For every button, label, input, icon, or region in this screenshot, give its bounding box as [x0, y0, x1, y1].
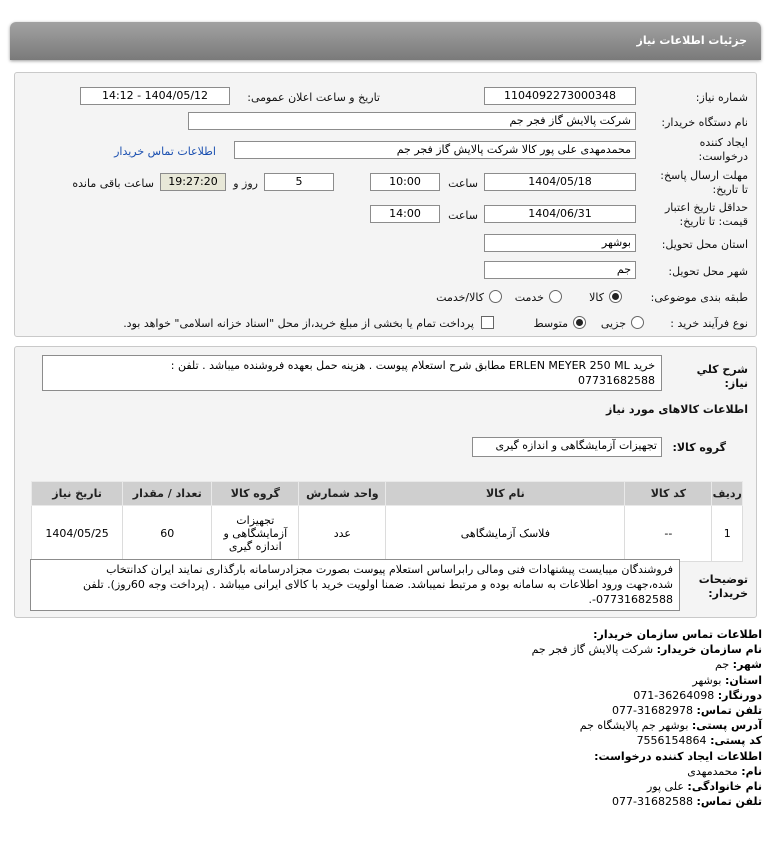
summary-line-2: 07731682588	[578, 374, 655, 387]
buyer-contact-link[interactable]: اطلاعات تماس خریدار	[114, 145, 216, 158]
goods-info-title: اطلاعات کالاهای مورد نیاز	[606, 403, 748, 416]
buyer-org-field: شرکت پالایش گاز فجر جم	[188, 112, 636, 130]
summary-label-2: نیاز:	[724, 377, 748, 390]
validity-label-1: حداقل تاریخ اعتبار	[664, 201, 748, 214]
category-radio-both[interactable]	[489, 290, 502, 303]
validity-label-2: قیمت: تا تاریخ:	[679, 215, 748, 228]
category-option-service: خدمت	[514, 291, 544, 304]
need-number-field: 1104092273000348	[484, 87, 636, 105]
cell-date: 1404/05/25	[32, 506, 123, 562]
phone-value: 31682978-077	[612, 704, 694, 718]
contact-info	[22, 627, 762, 809]
fax-value: 36264098-071	[633, 688, 715, 702]
need-details-panel	[14, 346, 757, 618]
col-name: نام کالا	[386, 482, 625, 506]
buyer-notes-label-1: توضیحات	[698, 573, 748, 586]
creator-label-2: درخواست:	[698, 150, 748, 163]
category-option-both: کالا/خدمت	[436, 291, 484, 304]
org-name-key: نام سازمان خریدار:	[656, 643, 762, 657]
remaining-label: ساعت باقی مانده	[72, 177, 154, 190]
cell-name: فلاسک آزمایشگاهی	[386, 506, 625, 562]
buyer-org-label: نام دستگاه خریدار:	[661, 116, 748, 129]
cell-row: 1	[712, 506, 743, 562]
days-field: 5	[264, 173, 334, 191]
creator-info-title: اطلاعات ایجاد کننده درخواست:	[594, 749, 762, 763]
reply-deadline-label-1: مهلت ارسال پاسخ:	[660, 169, 748, 182]
reply-deadline-label-2: تا تاریخ:	[712, 183, 748, 196]
city-value: جم	[715, 658, 730, 672]
family-value: علی پور	[646, 780, 684, 794]
address-value: بوشهر جم پالایشگاه جم	[579, 719, 689, 733]
city-field: جم	[484, 261, 636, 279]
page-title: جزئیات اطلاعات نیاز	[636, 34, 747, 47]
reply-time-field: 10:00	[370, 173, 440, 191]
col-code: کد کالا	[625, 482, 712, 506]
remaining-time-field: 19:27:20	[160, 173, 226, 191]
address-key: آدرس پستی:	[691, 719, 762, 733]
announce-label: تاریخ و ساعت اعلان عمومی:	[247, 91, 380, 104]
postal-value: 7556154864	[636, 734, 707, 748]
cell-group-line: آزمایشگاهی و	[223, 527, 288, 540]
org-name-value: شرکت پالایش گاز فجر جم	[531, 643, 654, 657]
city-label: شهر محل تحویل:	[668, 265, 748, 278]
province-key: استان:	[725, 673, 762, 687]
category-option-goods: کالا	[589, 291, 604, 304]
need-number-label: شماره نیاز:	[695, 91, 748, 104]
creator-field: محمدمهدی علی پور کالا شرکت پالایش گاز فجر جم	[234, 141, 636, 159]
validity-time-field: 14:00	[370, 205, 440, 223]
col-date: تاریخ نیاز	[32, 482, 123, 506]
phone-key: تلفن تماس:	[696, 704, 762, 718]
process-option-minor: جزیی	[600, 317, 626, 330]
cell-unit: عدد	[299, 506, 386, 562]
announce-field: 1404/05/12 - 14:12	[80, 87, 230, 105]
buyer-notes-label-2: خریدار:	[708, 587, 748, 600]
buyer-notes-line-1: فروشندگان میبایست پیشنهادات فنی ومالی رابراساس استعلام پیوست بصورت مجزادرسامانه بارگذاری نمایند ایران کدانتخاب	[106, 563, 673, 576]
cell-group	[212, 506, 299, 562]
buyer-notes-line-2: شده،جهت ورود اطلاعات به سامانه بوده و مرتبط نمیباشد. ضمنا اولویت خرید با کالای ایرانی میباشد . (پرداخت وجه 60روز). تلفن	[83, 578, 673, 591]
cell-qty: 60	[123, 506, 212, 562]
postal-key: کد پستی:	[710, 734, 762, 748]
process-option-medium: متوسط	[533, 317, 568, 330]
creator-phone-value: 31682588-077	[612, 795, 694, 809]
family-key: نام خانوادگی:	[687, 780, 762, 794]
page-header	[10, 22, 761, 60]
province-value: بوشهر	[692, 673, 722, 687]
category-label: طبقه بندی موضوعی:	[650, 291, 748, 304]
treasury-payment-checkbox[interactable]	[481, 316, 494, 329]
buyer-notes-box	[30, 559, 680, 611]
days-label: روز و	[233, 177, 258, 190]
col-qty: تعداد / مقدار	[123, 482, 212, 506]
summary-line-1: خرید ERLEN MEYER 250 ML مطابق شرح استعلام پیوست . هزینه حمل بعهده فروشنده میباشد . تلفن :	[170, 359, 655, 372]
cell-group-line: اندازه گیری	[228, 540, 282, 553]
goods-table	[31, 481, 743, 562]
creator-label-1: ایجاد کننده	[699, 136, 748, 149]
contact-title: اطلاعات تماس سازمان خریدار:	[593, 628, 762, 641]
buyer-notes-line-3: 07731682588-.	[588, 593, 673, 606]
col-unit: واحد شمارش	[299, 482, 386, 506]
cell-group-line: تجهیزات	[236, 514, 275, 527]
summary-box	[42, 355, 662, 391]
col-group: گروه کالا	[212, 482, 299, 506]
summary-label-1: شرح کلي	[696, 363, 748, 376]
province-field: بوشهر	[484, 234, 636, 252]
goods-group-field: تجهیزات آزمایشگاهی و اندازه گیری	[472, 437, 662, 457]
process-radio-medium[interactable]	[573, 316, 586, 329]
cell-code: --	[625, 506, 712, 562]
name-key: نام:	[741, 764, 762, 778]
validity-date-field: 1404/06/31	[484, 205, 636, 223]
col-row: ردیف	[712, 482, 743, 506]
treasury-payment-note: پرداخت تمام یا بخشی از مبلغ خرید،از محل "اسناد خزانه اسلامی" خواهد بود.	[123, 317, 474, 330]
reply-date-field: 1404/05/18	[484, 173, 636, 191]
table-row	[32, 506, 743, 562]
city-key: شهر:	[732, 658, 762, 672]
category-radio-goods[interactable]	[609, 290, 622, 303]
name-value: محمدمهدی	[687, 764, 738, 778]
goods-group-label: گروه کالا:	[672, 441, 726, 454]
fax-key: دورنگار:	[717, 688, 762, 702]
category-radio-service[interactable]	[549, 290, 562, 303]
province-label: استان محل تحویل:	[661, 238, 748, 251]
need-info-panel	[14, 72, 757, 337]
creator-phone-key: تلفن تماس:	[696, 795, 762, 809]
reply-time-label: ساعت	[448, 177, 478, 190]
validity-time-label: ساعت	[448, 209, 478, 222]
process-radio-minor[interactable]	[631, 316, 644, 329]
process-label: نوع فرآیند خرید :	[670, 317, 748, 330]
